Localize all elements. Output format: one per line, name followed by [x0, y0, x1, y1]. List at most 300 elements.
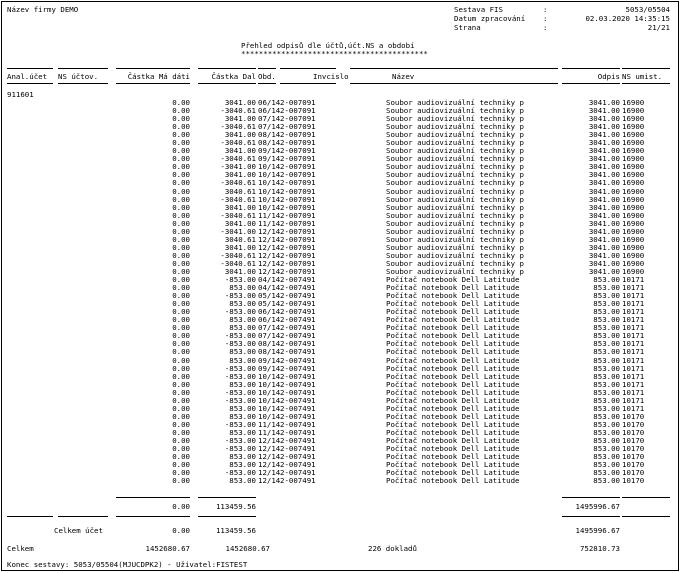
castka-dal-cell: -3040.61 [220, 154, 256, 164]
obdobi-cell: 08/14 [258, 138, 281, 148]
table-row [2, 131, 678, 139]
ns-umist-cell: 16900 [622, 106, 645, 116]
nazev-cell: Soubor audiovizuální techniky p [386, 266, 524, 276]
nazev-cell: Soubor audiovizuální techniky p [386, 130, 524, 140]
obdobi-cell: 10/14 [258, 194, 281, 204]
odpis-cell: 3041.00 [588, 218, 620, 228]
table-row [2, 163, 678, 171]
castka-dal-cell: 3040.61 [224, 186, 256, 196]
invcislo-cell: 2-007491 [280, 355, 316, 365]
ns-umist-cell: 16900 [622, 114, 645, 124]
col-ns-uctov: NS účtov. [58, 72, 99, 81]
header-rule-bottom [350, 83, 558, 84]
odpis-cell: 853.00 [593, 291, 620, 301]
celkem-ucet-md: 0.00 [172, 526, 190, 535]
invcislo-cell: 2-007091 [280, 154, 316, 164]
obdobi-cell: 06/14 [258, 98, 281, 107]
invcislo-cell: 2-007091 [280, 130, 316, 140]
ns-umist-cell: 10171 [622, 395, 645, 405]
ns-umist-cell: 16900 [622, 130, 645, 140]
report-footer: Konec sestavy: 5053/05504(MJUCDPK2) - Uživatel:FISTEST [7, 560, 248, 569]
castka-ma-dati-cell: 0.00 [172, 170, 190, 180]
castka-ma-dati-cell: 0.00 [172, 258, 190, 268]
castka-ma-dati-cell: 0.00 [172, 202, 190, 212]
nazev-cell: Počítač notebook Dell Latitude [386, 387, 520, 397]
ns-umist-cell: 10171 [622, 299, 645, 309]
sestava-colon: : [543, 5, 548, 14]
table-row [2, 437, 678, 445]
castka-dal-cell: 853.00 [229, 460, 256, 470]
castka-ma-dati-cell: 0.00 [172, 347, 190, 357]
odpis-cell: 853.00 [593, 444, 620, 454]
castka-dal-cell: -3040.61 [220, 194, 256, 204]
celkem-ucet-rule [562, 516, 620, 517]
nazev-cell: Soubor audiovizuální techniky p [386, 242, 524, 252]
nazev-cell: Počítač notebook Dell Latitude [386, 355, 520, 365]
subtotal-rule [562, 497, 620, 498]
table-row [2, 316, 678, 324]
castka-dal-cell: 3041.00 [224, 202, 256, 212]
odpis-cell: 853.00 [593, 411, 620, 421]
odpis-cell: 853.00 [593, 363, 620, 373]
obdobi-cell: 10/14 [258, 170, 281, 180]
celkem-ucet-rule [622, 516, 670, 517]
table-row [2, 469, 678, 477]
castka-dal-cell: -3040.61 [220, 138, 256, 148]
subtotal-dal: 113459.56 [215, 502, 256, 511]
ns-umist-cell: 16900 [622, 250, 645, 260]
invcislo-cell: 2-007091 [280, 234, 316, 244]
header-rule-bottom [280, 83, 336, 84]
odpis-cell: 3041.00 [588, 194, 620, 204]
ns-umist-cell: 10170 [622, 468, 645, 478]
header-rule-bottom [198, 83, 256, 84]
report-page [1, 1, 679, 571]
subtotal-md: 0.00 [172, 502, 190, 511]
table-row [2, 123, 678, 131]
table-row [2, 139, 678, 147]
ns-umist-cell: 10171 [622, 355, 645, 365]
castka-ma-dati-cell: 0.00 [172, 146, 190, 156]
castka-dal-cell: -3040.61 [220, 106, 256, 116]
invcislo-cell: 2-007091 [280, 170, 316, 180]
nazev-cell: Počítač notebook Dell Latitude [386, 460, 520, 470]
celkem-odpis: 752810.73 [579, 544, 620, 553]
castka-ma-dati-cell: 0.00 [172, 250, 190, 260]
invcislo-cell: 2-007491 [280, 411, 316, 421]
ns-umist-cell: 16900 [622, 178, 645, 188]
header-rule-top [198, 68, 256, 69]
obdobi-cell: 10/14 [258, 403, 281, 413]
celkem-ucet-dal: 113459.56 [215, 526, 256, 535]
invcislo-cell: 2-007491 [280, 419, 316, 429]
odpis-cell: 853.00 [593, 468, 620, 478]
nazev-cell: Počítač notebook Dell Latitude [386, 403, 520, 413]
subtotal-rule [622, 497, 670, 498]
header-rule-top [280, 68, 336, 69]
header-rule-top [116, 68, 190, 69]
celkem-ucet-rule [198, 516, 256, 517]
castka-ma-dati-cell: 0.00 [172, 339, 190, 349]
ns-umist-cell: 10171 [622, 403, 645, 413]
nazev-cell: Počítač notebook Dell Latitude [386, 315, 520, 325]
datum-label: Datum zpracování [454, 14, 526, 23]
col-anal-ucet: Anal.účet [7, 72, 48, 81]
obdobi-cell: 06/14 [258, 315, 281, 325]
table-row [2, 421, 678, 429]
invcislo-cell: 2-007491 [280, 387, 316, 397]
ns-umist-cell: 16900 [622, 234, 645, 244]
ns-umist-cell: 16900 [622, 258, 645, 268]
nazev-cell: Soubor audiovizuální techniky p [386, 202, 524, 212]
celkem-ucet-rule [7, 516, 53, 517]
odpis-cell: 3041.00 [588, 234, 620, 244]
invcislo-cell: 2-007091 [280, 106, 316, 116]
invcislo-cell: 2-007091 [280, 114, 316, 124]
obdobi-cell: 12/14 [258, 452, 281, 462]
odpis-cell: 853.00 [593, 315, 620, 325]
castka-ma-dati-cell: 0.00 [172, 122, 190, 132]
header-rule-top [58, 68, 108, 69]
report-title: Přehled odpisů dle účtů,účt.NS a období [241, 41, 415, 50]
col-obd: Obd. [258, 72, 276, 81]
castka-dal-cell: 3041.00 [224, 114, 256, 124]
ns-umist-cell: 10170 [622, 460, 645, 470]
obdobi-cell: 10/14 [258, 387, 281, 397]
castka-ma-dati-cell: 0.00 [172, 186, 190, 196]
nazev-cell: Soubor audiovizuální techniky p [386, 250, 524, 260]
nazev-cell: Soubor audiovizuální techniky p [386, 178, 524, 188]
nazev-cell: Soubor audiovizuální techniky p [386, 106, 524, 116]
table-row [2, 405, 678, 413]
ns-umist-cell: 10171 [622, 363, 645, 373]
odpis-cell: 853.00 [593, 419, 620, 429]
obdobi-cell: 08/14 [258, 339, 281, 349]
castka-ma-dati-cell: 0.00 [172, 218, 190, 228]
nazev-cell: Soubor audiovizuální techniky p [386, 210, 524, 220]
castka-dal-cell: -3041.00 [220, 162, 256, 172]
invcislo-cell: 2-007491 [280, 291, 316, 301]
table-row [2, 107, 678, 115]
odpis-cell: 3041.00 [588, 210, 620, 220]
odpis-cell: 853.00 [593, 427, 620, 437]
obdobi-cell: 04/14 [258, 275, 281, 285]
group-account: 911601 [7, 90, 34, 99]
invcislo-cell: 2-007491 [280, 323, 316, 333]
header-rule-top [350, 68, 558, 69]
castka-ma-dati-cell: 0.00 [172, 452, 190, 462]
obdobi-cell: 10/14 [258, 371, 281, 381]
table-row [2, 244, 678, 252]
obdobi-cell: 10/14 [258, 395, 281, 405]
table-row [2, 397, 678, 405]
col-castka-dal: Částka Dal [211, 72, 256, 81]
obdobi-cell: 08/14 [258, 130, 281, 140]
castka-dal-cell: 853.00 [229, 283, 256, 293]
table-row [2, 332, 678, 340]
obdobi-cell: 10/14 [258, 411, 281, 421]
odpis-cell: 3041.00 [588, 122, 620, 132]
castka-dal-cell: 853.00 [229, 379, 256, 389]
odpis-cell: 3041.00 [588, 202, 620, 212]
odpis-cell: 3041.00 [588, 226, 620, 236]
castka-dal-cell: 853.00 [229, 323, 256, 333]
ns-umist-cell: 10171 [622, 275, 645, 285]
castka-ma-dati-cell: 0.00 [172, 178, 190, 188]
nazev-cell: Počítač notebook Dell Latitude [386, 395, 520, 405]
castka-ma-dati-cell: 0.00 [172, 234, 190, 244]
obdobi-cell: 12/14 [258, 258, 281, 268]
odpis-cell: 3041.00 [588, 258, 620, 268]
subtotal-odpis: 1495996.67 [575, 502, 620, 511]
table-row [2, 196, 678, 204]
obdobi-cell: 12/14 [258, 444, 281, 454]
col-invcislo: Invcislo [313, 72, 349, 81]
table-row [2, 429, 678, 437]
sestava-value: 5053/05504 [625, 5, 670, 14]
ns-umist-cell: 16900 [622, 122, 645, 132]
castka-dal-cell: -853.00 [224, 331, 256, 341]
header-rule-bottom [622, 83, 670, 84]
table-row [2, 260, 678, 268]
table-row [2, 188, 678, 196]
castka-dal-cell: -853.00 [224, 419, 256, 429]
invcislo-cell: 2-007491 [280, 395, 316, 405]
header-rule-top [7, 68, 53, 69]
header-rule-top [258, 68, 276, 69]
odpis-cell: 3041.00 [588, 98, 620, 107]
ns-umist-cell: 10171 [622, 315, 645, 325]
celkem-ucet-rule [58, 516, 108, 517]
nazev-cell: Počítač notebook Dell Latitude [386, 275, 520, 285]
nazev-cell: Soubor audiovizuální techniky p [386, 170, 524, 180]
odpis-cell: 3041.00 [588, 242, 620, 252]
castka-ma-dati-cell: 0.00 [172, 98, 190, 107]
castka-dal-cell: -853.00 [224, 291, 256, 301]
table-row [2, 276, 678, 284]
odpis-cell: 853.00 [593, 403, 620, 413]
castka-dal-cell: 3041.00 [224, 98, 256, 107]
castka-dal-cell: -853.00 [224, 435, 256, 445]
obdobi-cell: 10/14 [258, 178, 281, 188]
invcislo-cell: 2-007091 [280, 218, 316, 228]
celkem-ucet-odpis: 1495996.67 [575, 526, 620, 535]
castka-dal-cell: -853.00 [224, 468, 256, 478]
nazev-cell: Počítač notebook Dell Latitude [386, 468, 520, 478]
nazev-cell: Soubor audiovizuální techniky p [386, 122, 524, 132]
obdobi-cell: 12/14 [258, 476, 281, 486]
datum-colon: : [543, 14, 548, 23]
obdobi-cell: 11/14 [258, 210, 281, 220]
ns-umist-cell: 10170 [622, 476, 645, 486]
table-row [2, 268, 678, 276]
obdobi-cell: 07/14 [258, 331, 281, 341]
header-rule-top [562, 68, 620, 69]
ns-umist-cell: 10171 [622, 339, 645, 349]
odpis-cell: 3041.00 [588, 250, 620, 260]
obdobi-cell: 12/14 [258, 266, 281, 276]
table-row [2, 300, 678, 308]
obdobi-cell: 06/14 [258, 106, 281, 116]
castka-dal-cell: 853.00 [229, 355, 256, 365]
obdobi-cell: 09/14 [258, 355, 281, 365]
castka-dal-cell: -853.00 [224, 363, 256, 373]
castka-ma-dati-cell: 0.00 [172, 355, 190, 365]
table-row [2, 413, 678, 421]
obdobi-cell: 12/14 [258, 226, 281, 236]
header-rule-bottom [116, 83, 190, 84]
ns-umist-cell: 16900 [622, 218, 645, 228]
invcislo-cell: 2-007491 [280, 315, 316, 325]
castka-dal-cell: 3041.00 [224, 218, 256, 228]
obdobi-cell: 09/14 [258, 146, 281, 156]
nazev-cell: Soubor audiovizuální techniky p [386, 154, 524, 164]
castka-ma-dati-cell: 0.00 [172, 162, 190, 172]
odpis-cell: 853.00 [593, 435, 620, 445]
obdobi-cell: 08/14 [258, 347, 281, 357]
table-row [2, 340, 678, 348]
ns-umist-cell: 16900 [622, 186, 645, 196]
ns-umist-cell: 10170 [622, 427, 645, 437]
table-row [2, 389, 678, 397]
nazev-cell: Počítač notebook Dell Latitude [386, 323, 520, 333]
ns-umist-cell: 16900 [622, 242, 645, 252]
castka-dal-cell: 3041.00 [224, 266, 256, 276]
invcislo-cell: 2-007091 [280, 178, 316, 188]
odpis-cell: 3041.00 [588, 154, 620, 164]
invcislo-cell: 2-007091 [280, 226, 316, 236]
invcislo-cell: 2-007491 [280, 363, 316, 373]
celkem-doklady: 226 dokladů [368, 544, 417, 553]
obdobi-cell: 04/14 [258, 283, 281, 293]
invcislo-cell: 2-007091 [280, 122, 316, 132]
col-castka-ma-dati: Částka Má dáti [127, 72, 190, 81]
castka-dal-cell: -3040.61 [220, 250, 256, 260]
table-row [2, 445, 678, 453]
obdobi-cell: 10/14 [258, 202, 281, 212]
castka-ma-dati-cell: 0.00 [172, 435, 190, 445]
obdobi-cell: 11/14 [258, 427, 281, 437]
col-nazev: Název [392, 72, 415, 81]
ns-umist-cell: 16900 [622, 226, 645, 236]
obdobi-cell: 05/14 [258, 291, 281, 301]
odpis-cell: 853.00 [593, 387, 620, 397]
celkem-ucet-rule [116, 516, 190, 517]
col-odpis: Odpis [597, 72, 620, 81]
nazev-cell: Počítač notebook Dell Latitude [386, 371, 520, 381]
castka-ma-dati-cell: 0.00 [172, 403, 190, 413]
ns-umist-cell: 10171 [622, 387, 645, 397]
nazev-cell: Soubor audiovizuální techniky p [386, 146, 524, 156]
obdobi-cell: 12/14 [258, 234, 281, 244]
castka-dal-cell: 3041.00 [224, 170, 256, 180]
odpis-cell: 853.00 [593, 460, 620, 470]
odpis-cell: 3041.00 [588, 178, 620, 188]
nazev-cell: Počítač notebook Dell Latitude [386, 444, 520, 454]
table-row [2, 179, 678, 187]
castka-ma-dati-cell: 0.00 [172, 226, 190, 236]
odpis-cell: 853.00 [593, 283, 620, 293]
obdobi-cell: 11/14 [258, 419, 281, 429]
castka-dal-cell: 853.00 [229, 299, 256, 309]
strana-value: 21/21 [647, 23, 670, 32]
castka-dal-cell: 3041.00 [224, 242, 256, 252]
invcislo-cell: 2-007491 [280, 403, 316, 413]
castka-dal-cell: 853.00 [229, 476, 256, 486]
castka-dal-cell: -3040.61 [220, 178, 256, 188]
table-row [2, 284, 678, 292]
ns-umist-cell: 16900 [622, 98, 645, 107]
firm-name: Název firmy DEMO [7, 5, 79, 14]
obdobi-cell: 10/14 [258, 186, 281, 196]
nazev-cell: Počítač notebook Dell Latitude [386, 291, 520, 301]
castka-dal-cell: -853.00 [224, 339, 256, 349]
table-row [2, 212, 678, 220]
obdobi-cell: 09/14 [258, 154, 281, 164]
castka-ma-dati-cell: 0.00 [172, 154, 190, 164]
castka-dal-cell: -3040.61 [220, 122, 256, 132]
nazev-cell: Počítač notebook Dell Latitude [386, 427, 520, 437]
table-row [2, 381, 678, 389]
odpis-cell: 853.00 [593, 476, 620, 486]
obdobi-cell: 10/14 [258, 379, 281, 389]
odpis-cell: 853.00 [593, 275, 620, 285]
odpis-cell: 3041.00 [588, 138, 620, 148]
odpis-cell: 3041.00 [588, 130, 620, 140]
invcislo-cell: 2-007091 [280, 242, 316, 252]
nazev-cell: Soubor audiovizuální techniky p [386, 114, 524, 124]
celkem-ucet-label: Celkem účet [54, 526, 103, 535]
nazev-cell: Počítač notebook Dell Latitude [386, 283, 520, 293]
data-rows [2, 99, 678, 485]
odpis-cell: 853.00 [593, 299, 620, 309]
celkem-md: 1452680.67 [145, 544, 190, 553]
table-row [2, 204, 678, 212]
castka-ma-dati-cell: 0.00 [172, 444, 190, 454]
obdobi-cell: 05/14 [258, 299, 281, 309]
obdobi-cell: 12/14 [258, 460, 281, 470]
header-rule-bottom [7, 83, 53, 84]
castka-ma-dati-cell: 0.00 [172, 130, 190, 140]
castka-dal-cell: 853.00 [229, 347, 256, 357]
invcislo-cell: 2-007091 [280, 146, 316, 156]
invcislo-cell: 2-007091 [280, 266, 316, 276]
obdobi-cell: 07/14 [258, 114, 281, 124]
castka-dal-cell: 3040.61 [224, 234, 256, 244]
table-row [2, 228, 678, 236]
castka-ma-dati-cell: 0.00 [172, 331, 190, 341]
castka-ma-dati-cell: 0.00 [172, 468, 190, 478]
table-row [2, 236, 678, 244]
datum-value: 02.03.2020 14:35:15 [585, 14, 670, 23]
castka-dal-cell: -853.00 [224, 387, 256, 397]
ns-umist-cell: 10171 [622, 323, 645, 333]
nazev-cell: Soubor audiovizuální techniky p [386, 194, 524, 204]
table-row [2, 477, 678, 485]
castka-dal-cell: 853.00 [229, 411, 256, 421]
title-underline: ****************************************** [241, 49, 428, 58]
castka-dal-cell: 853.00 [229, 427, 256, 437]
col-ns-umist: NS umist. [622, 72, 663, 81]
invcislo-cell: 2-007491 [280, 283, 316, 293]
castka-ma-dati-cell: 0.00 [172, 395, 190, 405]
castka-ma-dati-cell: 0.00 [172, 411, 190, 421]
table-row [2, 220, 678, 228]
nazev-cell: Počítač notebook Dell Latitude [386, 379, 520, 389]
table-row [2, 252, 678, 260]
celkem-label: Celkem [7, 544, 34, 553]
nazev-cell: Soubor audiovizuální techniky p [386, 218, 524, 228]
